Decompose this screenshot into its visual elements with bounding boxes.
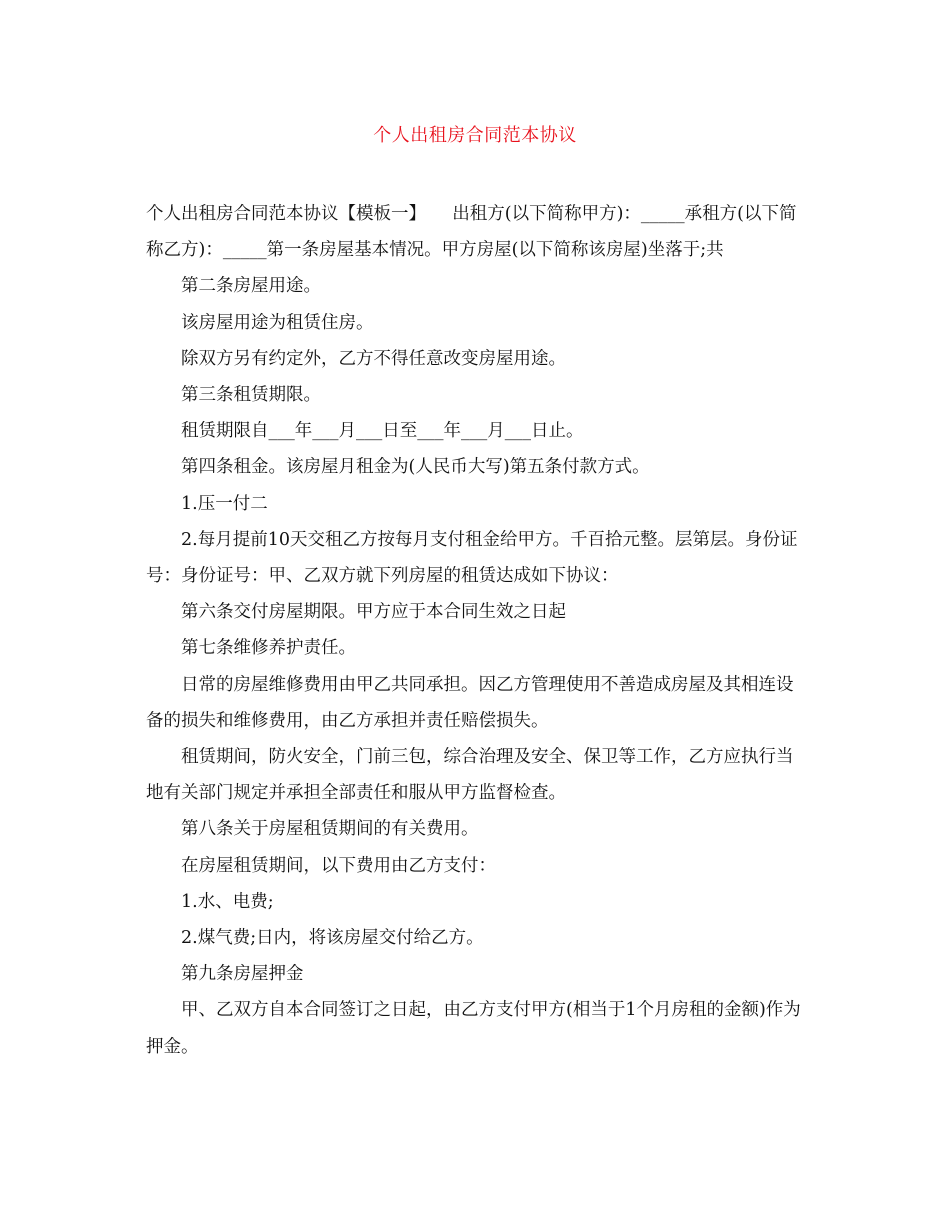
paragraph: 1.压一付二 bbox=[181, 493, 268, 514]
paragraph: 第六条交付房屋期限。甲方应于本合同生效之日起 bbox=[181, 602, 566, 623]
paragraph: 第四条租金。该房屋月租金为(人民币大写)第五条付款方式。 bbox=[181, 457, 650, 478]
paragraph: 第九条房屋押金 bbox=[181, 964, 304, 985]
paragraph: 甲、乙双方自本合同签订之日起，由乙方支付甲方(相当于1个月房租的金额)作为押金。 bbox=[146, 1000, 801, 1057]
paragraph: 第三条租赁期限。 bbox=[181, 385, 321, 406]
paragraph: 在房屋租赁期间，以下费用由乙方支付： bbox=[181, 855, 496, 876]
paragraph: 日常的房屋维修费用由甲乙共同承担。因乙方管理使用不善造成房屋及其相连设备的损失和维修费用，由乙方承担并责任赔偿损失。 bbox=[146, 674, 794, 731]
document-body bbox=[146, 196, 806, 1065]
paragraph: 第七条维修养护责任。 bbox=[181, 638, 356, 659]
paragraph: 第二条房屋用途。 bbox=[181, 276, 321, 297]
paragraph: 2.每月提前10天交租乙方按每月支付租金给甲方。千百拾元整。层第层。身份证号：身份证号：甲、乙双方就下列房屋的租赁达成如下协议： bbox=[146, 529, 798, 587]
paragraph: 2.煤气费;日内，将该房屋交付给乙方。 bbox=[181, 928, 484, 949]
document-title: 个人出租房合同范本协议 bbox=[373, 125, 577, 146]
paragraph: 租赁期间，防火安全，门前三包，综合治理及安全、保卫等工作，乙方应执行当地有关部门规定并承担全部责任和服从甲方监督检查。 bbox=[146, 747, 794, 804]
paragraph: 除双方另有约定外，乙方不得任意改变房屋用途。 bbox=[181, 348, 566, 369]
paragraph: 该房屋用途为租赁住房。 bbox=[181, 312, 374, 333]
paragraph: 1.水、电费; bbox=[181, 891, 274, 912]
paragraph: 租赁期限自___年___月___日至___年___月___日止。 bbox=[181, 421, 584, 442]
paragraph-intro: 个人出租房合同范本协议【模板一】 出租方(以下简称甲方)：_____承租方(以下简称乙方)：_____第一条房屋基本情况。甲方房屋(以下简称该房屋)坐落于;共 bbox=[146, 204, 797, 261]
paragraph: 第八条关于房屋租赁期间的有关费用。 bbox=[181, 819, 479, 840]
